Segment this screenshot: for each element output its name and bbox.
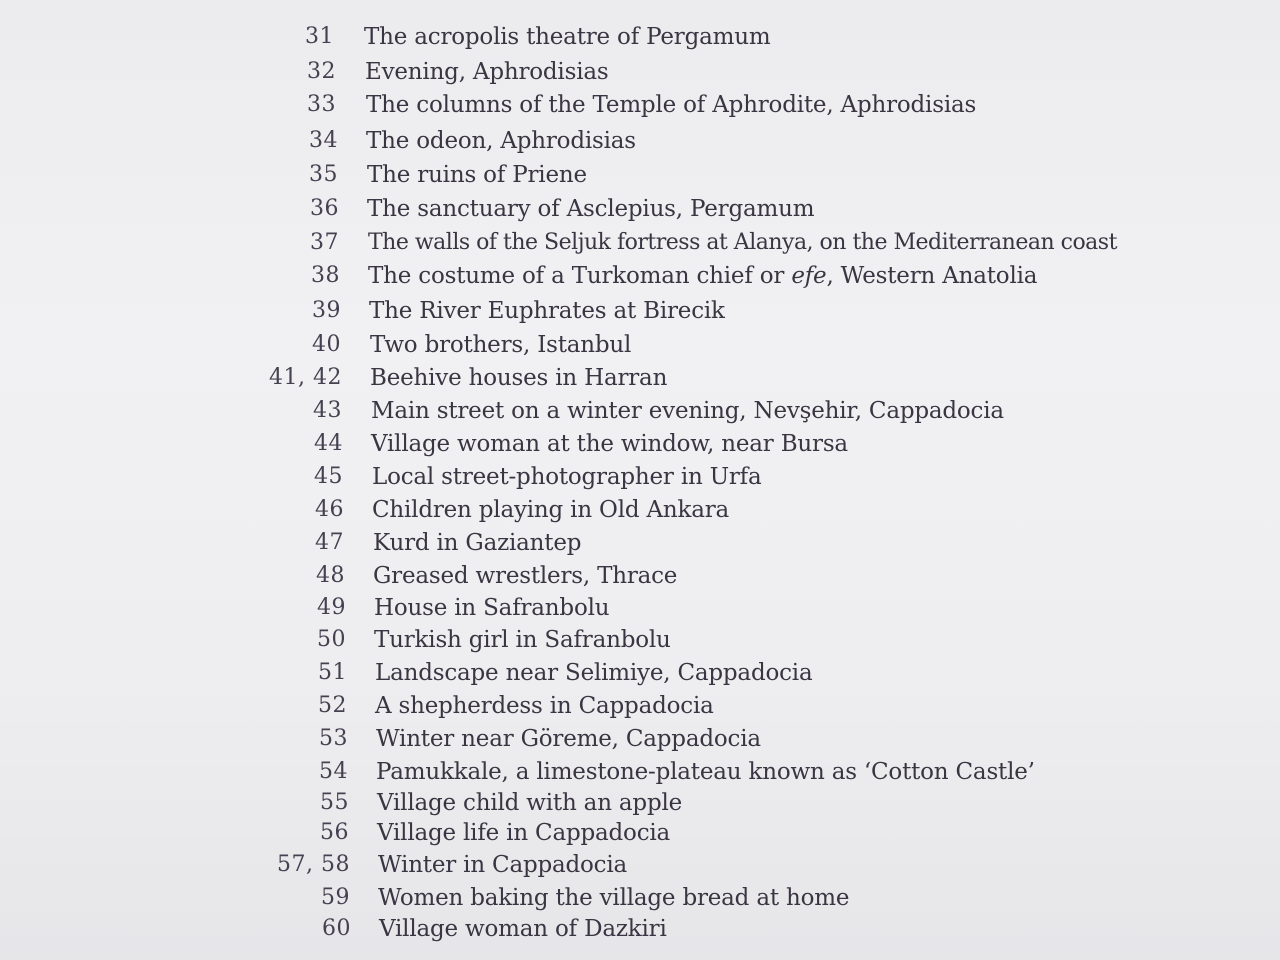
plate-title: Evening, Aphrodisias: [365, 59, 609, 85]
plate-number: 44: [314, 431, 343, 456]
plate-title: The sanctuary of Asclepius, Pergamum: [367, 196, 815, 222]
plate-number: 31: [305, 24, 334, 49]
plate-number: 56: [320, 820, 349, 845]
plate-title: The River Euphrates at Birecik: [369, 298, 725, 324]
plate-number: 57, 58: [277, 852, 350, 877]
plate-title: Beehive houses in Harran: [370, 365, 668, 391]
plate-title: Winter near Göreme, Cappadocia: [376, 726, 761, 752]
plate-title: Kurd in Gaziantep: [373, 530, 582, 556]
plate-number: 53: [319, 726, 348, 751]
plate-title: The acropolis theatre of Pergamum: [364, 24, 771, 50]
plate-title: [368, 259, 1037, 293]
plate-title: Village woman at the window, near Bursa: [371, 431, 848, 457]
plate-title: The ruins of Priene: [367, 162, 587, 188]
plate-title: The odeon, Aphrodisias: [366, 128, 636, 154]
plate-number: 48: [316, 563, 345, 588]
plate-title: The walls of the Seljuk fortress at Alanya, on the Mediterranean coast: [368, 230, 1117, 255]
plate-title: Turkish girl in Safranbolu: [374, 627, 671, 653]
plate-number: 38: [311, 263, 340, 288]
plate-number: 50: [317, 627, 346, 652]
plate-number: 36: [310, 196, 339, 221]
plate-title: The columns of the Temple of Aphrodite, Aphrodisias: [366, 92, 977, 118]
plate-title: Winter in Cappadocia: [378, 852, 628, 878]
plate-title: Children playing in Old Ankara: [372, 497, 730, 523]
plate-number: 40: [312, 332, 341, 357]
plate-title-part: The costume of a Turkoman chief or: [368, 263, 792, 289]
plate-title: Main street on a winter evening, Nevşehir, Cappadocia: [371, 398, 1004, 424]
plate-number: 35: [309, 162, 338, 187]
plate-number: 39: [312, 298, 341, 323]
plate-number: 37: [310, 230, 339, 255]
plate-number: 59: [321, 885, 350, 910]
plate-title: Landscape near Selimiye, Cappadocia: [375, 660, 813, 686]
plate-title: A shepherdess in Cappadocia: [375, 693, 714, 719]
plate-number: 52: [318, 693, 347, 718]
plate-title-italic: efe: [791, 263, 827, 289]
plate-number: 41, 42: [269, 365, 342, 390]
plate-title: Local street-photographer in Urfa: [372, 464, 762, 490]
plate-number: 51: [318, 660, 347, 685]
plate-number: 33: [307, 92, 336, 117]
plate-number: 43: [313, 398, 342, 423]
plate-number: 47: [315, 530, 344, 555]
plate-number: 45: [314, 464, 343, 489]
plate-number: 54: [319, 759, 348, 784]
plate-title: Women baking the village bread at home: [378, 885, 850, 911]
plate-number: 55: [320, 790, 349, 815]
plate-title: Greased wrestlers, Thrace: [373, 563, 678, 589]
plate-number: 60: [322, 916, 351, 941]
plate-title: Village child with an apple: [377, 790, 683, 816]
plate-title: Village life in Cappadocia: [377, 820, 671, 846]
plate-number: 34: [309, 128, 338, 153]
plate-title: Village woman of Dazkiri: [379, 916, 667, 942]
plate-number: 49: [317, 595, 346, 620]
plate-number: 46: [315, 497, 344, 522]
plate-title-part: , Western Anatolia: [826, 263, 1038, 289]
plate-title: Two brothers, Istanbul: [370, 332, 632, 358]
plate-title: Pamukkale, a limestone-plateau known as ‘Cotton Castle’: [376, 759, 1035, 785]
plate-title: House in Safranbolu: [374, 595, 610, 621]
plate-number: 32: [307, 59, 336, 84]
